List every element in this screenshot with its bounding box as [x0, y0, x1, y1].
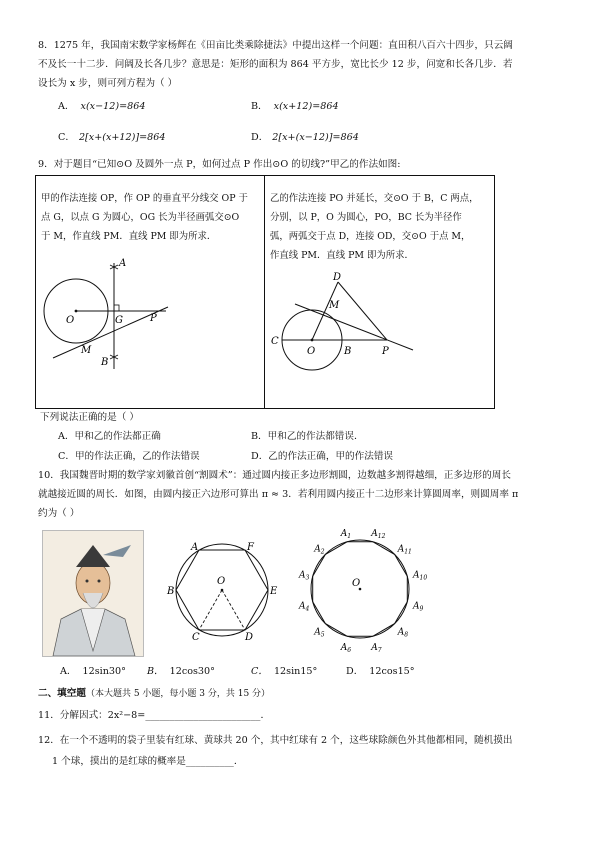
- q10-option-b[interactable]: [147, 666, 215, 678]
- label-m: M: [81, 345, 92, 356]
- q12-line2: [52, 756, 243, 768]
- liu-hui-portrait: [42, 530, 144, 657]
- q9-option-c[interactable]: [58, 451, 200, 463]
- q8-option-d[interactable]: [251, 132, 359, 144]
- radius-oc: [199, 590, 222, 630]
- label-o: O: [352, 578, 361, 589]
- label-o: O: [217, 576, 226, 587]
- q10-stem-line3: 约为（ ）: [38, 508, 80, 519]
- label-d: D: [333, 272, 342, 283]
- label-p: P: [150, 313, 157, 324]
- option-text: 2[x+(x+12)]=864: [78, 132, 166, 143]
- q8-option-c[interactable]: [58, 132, 165, 144]
- q9-option-b[interactable]: [251, 431, 364, 443]
- vertex-label-a12: $A_{12}$: [371, 529, 386, 540]
- q11-stem: 11．分解因式：2x²−8=: [38, 710, 146, 721]
- label-o: O: [307, 346, 316, 357]
- q9-method-box: [35, 175, 495, 409]
- q10-option-a[interactable]: [60, 666, 126, 678]
- label-a: A: [119, 258, 127, 269]
- option-text: 12sin15°: [273, 666, 318, 677]
- line-pm: [295, 304, 413, 350]
- q10-option-d[interactable]: [346, 666, 415, 678]
- yi-line: 分别，以 P，O 为圆心，PO，BC 长为半径作: [270, 212, 462, 223]
- label-b: B: [101, 357, 109, 368]
- option-label: B．: [251, 431, 268, 442]
- option-label: D．: [251, 132, 269, 143]
- option-text: x(x+12)=864: [273, 101, 339, 112]
- option-label: C．: [58, 132, 75, 143]
- q12-line1: 12．在一个不透明的袋子里装有红球、黄球共 20 个，其中红球有 2 个，这些球除颜色外其他都相同，随机摸出: [38, 735, 513, 746]
- q11-answer-blank[interactable]: ________________________．: [145, 710, 271, 721]
- vertex-label-a3: $A_3$: [299, 570, 310, 582]
- option-text: 甲的作法正确，乙的作法错误: [74, 451, 200, 462]
- vertex-label-a8: $A_8$: [397, 627, 409, 639]
- q10-option-c[interactable]: [251, 666, 317, 678]
- label-p: P: [382, 346, 389, 357]
- yi-method-text: [270, 189, 492, 265]
- vertex-label-a10: $A_{10}$: [413, 570, 427, 582]
- q8-option-b[interactable]: [251, 101, 339, 113]
- label-f: F: [247, 542, 254, 553]
- label-d: D: [245, 632, 254, 642]
- q9-option-d[interactable]: [251, 451, 393, 463]
- vertex-label-a9: $A_9$: [413, 601, 424, 613]
- label-g: G: [115, 315, 123, 326]
- option-text: 12cos15°: [369, 666, 415, 677]
- vertex-label-a4: $A_4$: [299, 601, 310, 613]
- label-m: M: [329, 300, 340, 311]
- q9-stem: 9．对于题目“已知⊙O 及圆外一点 P，如何过点 P 作出⊙O 的切线?”甲乙的作法如图:: [38, 159, 401, 170]
- label-o: O: [66, 315, 75, 326]
- portrait-illustration: [43, 531, 143, 656]
- q8-stem-line1: 8．1275 年，我国南宋数学家杨辉在《田亩比类乘除捷法》中提出这样一个问题：直田积八百六十四步，只云阔: [38, 40, 513, 51]
- label-c: C: [271, 336, 279, 347]
- vertex-label-a6: $A_6$: [340, 643, 352, 654]
- yi-line: 乙的作法连接 PO 并延长，交⊙O 于 B，C 两点，: [270, 193, 479, 204]
- label-b: B: [344, 346, 352, 357]
- point-o: [311, 339, 314, 342]
- option-text: 12cos30°: [169, 666, 215, 677]
- option-label: A．: [60, 666, 77, 677]
- section-heading: [38, 688, 270, 700]
- q10-stem-line2: 就越接近圆的周长．如图，由圆内接正六边形可算出 π ≈ 3．若利用圆内接正十二边形来计算圆周率，则圆周率 π: [38, 489, 519, 500]
- dodecagon-figure: [297, 526, 427, 656]
- q12-answer-blank[interactable]: __________．: [185, 756, 244, 767]
- option-text: 甲和乙的作法都正确: [74, 431, 161, 442]
- option-label: B．: [251, 101, 268, 112]
- label-b: B: [167, 586, 175, 597]
- yi-figure: [265, 264, 494, 406]
- option-label: A．: [58, 101, 75, 112]
- segment-dp: [338, 282, 387, 340]
- right-angle-mark: [114, 305, 119, 311]
- option-label: C．: [58, 451, 75, 462]
- vertex-label-a1: $A_1$: [340, 529, 352, 540]
- jia-figure: [36, 241, 264, 406]
- vertex-label-a11: $A_{11}$: [397, 544, 412, 556]
- option-text: 12sin30°: [82, 666, 126, 677]
- option-text: 甲和乙的作法都错误．: [267, 431, 364, 442]
- option-label: B．: [147, 666, 164, 677]
- vertex-label-a5: $A_5$: [314, 627, 325, 639]
- label-a: A: [191, 542, 199, 553]
- jia-line: 点 G，以点 G 为圆心，OG 长为半径画弧交⊙O: [41, 212, 240, 223]
- center-point: [221, 589, 224, 592]
- radius-od: [222, 590, 245, 630]
- q10-stem-line1: 10．我国魏晋时期的数学家刘徽首创“割圆术”：通过圆内接正多边形割圆，边数越多割得越细，正多边形的周长: [38, 470, 511, 481]
- q8-option-a[interactable]: [58, 101, 145, 113]
- option-label: A．: [58, 431, 75, 442]
- option-label: D．: [251, 451, 269, 462]
- q9-option-a[interactable]: [58, 431, 161, 443]
- hexagon-figure: [165, 538, 285, 642]
- label-c: C: [192, 632, 200, 642]
- q8-stem-line2: 不及长一十二步．问阔及长各几步？意思是：矩形的面积为 864 平方步，宽比长少 12 步，问宽和长各几步．若: [38, 59, 513, 70]
- option-label: C．: [251, 666, 268, 677]
- option-label: D．: [346, 666, 364, 677]
- option-text: 2[x+(x−12)]=864: [272, 132, 359, 143]
- option-text: x(x−12)=864: [80, 101, 146, 112]
- jia-method-text: [41, 189, 261, 246]
- yi-line: 弧，两弧交于点 D，连接 OD，交⊙O 于点 M，: [270, 231, 471, 242]
- yi-line: 作直线 PM．直线 PM 即为所求．: [270, 250, 414, 261]
- option-text: 乙的作法正确，甲的作法错误: [268, 451, 394, 462]
- vertex-label-a2: $A_2$: [314, 544, 325, 556]
- section-note: （本大题共 5 小题，每小题 3 分，共 15 分）: [85, 689, 271, 699]
- point-o: [75, 310, 78, 313]
- q9-question: 下列说法正确的是（ ）: [40, 412, 139, 423]
- label-e: E: [270, 586, 278, 597]
- jia-line: 甲的作法连接 OP，作 OP 的垂直平分线交 OP 于: [41, 193, 248, 204]
- jia-line: 于 M，作直线 PM．直线 PM 即为所求．: [41, 231, 217, 242]
- section-title: 二、填空题: [38, 688, 86, 699]
- vertex-label-a7: $A_7$: [371, 643, 382, 654]
- q8-stem-line3: 设长为 x 步，则可列方程为（ ）: [38, 78, 178, 89]
- q12-stem: 1 个球，摸出的是红球的概率是: [52, 756, 186, 767]
- segment-od: [312, 282, 338, 340]
- q11: [38, 710, 270, 722]
